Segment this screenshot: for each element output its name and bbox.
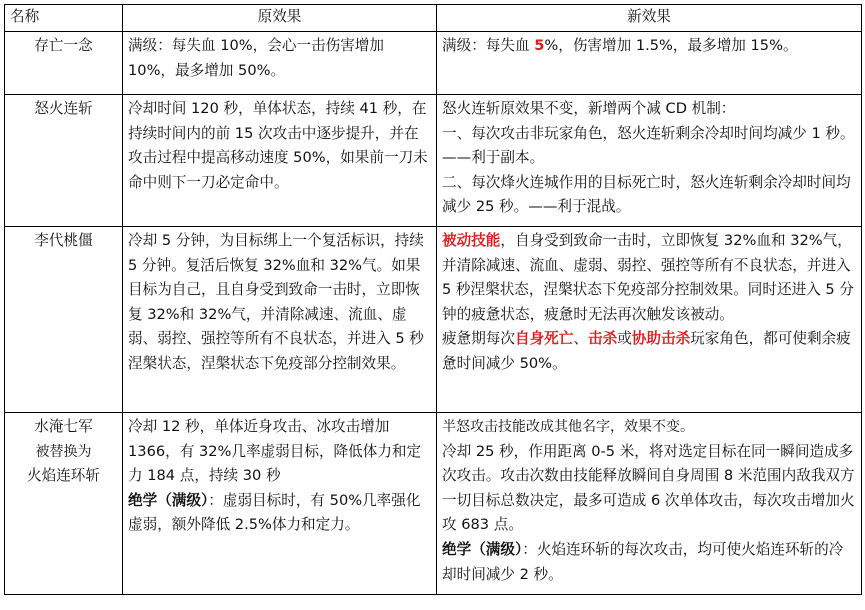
highlight-value: 5 (534, 37, 545, 54)
highlight-self-death: 自身死亡 (514, 330, 574, 348)
old-effect-text: ：虚弱目标时，有 50%几率强化虚弱，额外降低 2.5%体力和定力。 (128, 491, 421, 534)
table-row (5, 32, 862, 95)
mastery-label: 绝学（满级） (442, 540, 523, 558)
new-effect-paragraph (442, 538, 856, 587)
new-effect-cell (437, 413, 862, 595)
skill-name: 怒火连斩 (5, 95, 123, 227)
old-effect-paragraph (128, 489, 431, 538)
table-row (5, 227, 862, 413)
new-effect-cell (437, 227, 862, 413)
new-effect-paragraph (442, 229, 856, 327)
skill-comparison-table (4, 4, 862, 595)
skill-name-cell (5, 413, 123, 595)
highlight-passive: 被动技能 (442, 232, 501, 249)
old-effect-cell: 满级：每失血 10%，会心一击伤害增加 10%，最多增加 50%。 (123, 32, 437, 95)
new-effect-cell (437, 32, 862, 95)
skill-name: 存亡一念 (5, 32, 123, 95)
new-effect-paragraph: 半怒攻击技能改成其他名字，效果不变。 (442, 419, 694, 435)
new-effect-text: ：火焰连环斩的每次攻击，均可使火焰连环斩的冷却时间减少 2 秒。 (442, 540, 844, 583)
highlight-kill: 击杀 (587, 330, 618, 348)
new-effect-text: 疲惫期每次 (442, 330, 515, 348)
new-effect-paragraph: 怒火连斩原效果不变，新增两个减 CD 机制： (442, 100, 736, 117)
new-effect-text: 满级：每失血 (442, 37, 535, 54)
header-old-effect: 原效果 (123, 5, 437, 32)
skill-name: 水淹七军 (34, 418, 93, 435)
header-name: 名称 (5, 5, 123, 32)
new-effect-text: 、 (573, 330, 588, 348)
new-effect-paragraph (442, 327, 856, 376)
table-row (5, 413, 862, 595)
new-effect-cell (437, 95, 862, 227)
table-header-row (5, 5, 862, 32)
mastery-label: 绝学（满级） (128, 491, 209, 509)
new-effect-paragraph: 二、每次烽火连城作用的目标死亡时，怒火连斩剩余冷却时间均减少 25 秒。——利于混战。 (442, 173, 851, 216)
new-effect-paragraph: 一、每次攻击非玩家角色，怒火连斩剩余冷却时间均减少 1 秒。——利于副本。 (442, 124, 855, 167)
replaced-by-label: 被替换为 (35, 443, 92, 460)
new-effect-text: 或 (617, 330, 632, 348)
table-row (5, 95, 862, 227)
old-effect-cell: 冷却时间 120 秒，单体状态，持续 41 秒，在持续时间内的前 15 次攻击中逐步提升，并在攻击过程中提高移动速度 50%，如果前一刀未命中则下一刀必定命中。 (123, 95, 437, 227)
old-effect-cell (123, 413, 437, 595)
header-new-effect: 新效果 (437, 5, 862, 32)
old-effect-cell: 冷却 5 分钟，为目标绑上一个复活标识，持续 5 分钟。复活后恢复 32%血和 32%气。如果目标为自己，且自身受到致命一击时，立即恢复 32%和 32%气，并清除减速、流血、虚弱、弱控、强控等所有不良状态，并进入 5 秒涅槃状态，涅槃状态下免疫部分控制效果。 (123, 227, 437, 413)
skill-name-new: 火焰连环斩 (27, 467, 100, 485)
new-effect-text: ，自身受到致命一击时，立即恢复 32%血和 32%气，并清除减速、流血、虚弱、弱控、强控等所有不良状态，并进入 5 秒涅槃状态，涅槃状态下免疫部分控制效果。同时还进入 5 分钟的疲惫状态，疲惫时无法再次触发该被动。 (442, 232, 854, 323)
new-effect-text: %，伤害增加 1.5%，最多增加 15%。 (544, 37, 798, 54)
new-effect-text: 玩家角色，都可使剩余疲惫时间减少 50%。 (442, 330, 851, 372)
skill-name: 李代桃僵 (5, 227, 123, 413)
new-effect-paragraph: 冷却 25 秒，作用距离 0-5 米，将对选定目标在同一瞬间造成多次攻击。攻击次数由技能释放瞬间自身周围 8 米范围内敌我双方一切目标总数决定，最多可造成 6 次单体攻击，每次攻击增加火攻 683 点。 (442, 442, 855, 534)
highlight-assist: 协助击杀 (631, 330, 691, 348)
old-effect-paragraph: 冷却 12 秒，单体近身攻击、冰攻击增加 1366，有 32%几率虚弱目标，降低体力和定力 184 点，持续 30 秒 (128, 418, 422, 485)
